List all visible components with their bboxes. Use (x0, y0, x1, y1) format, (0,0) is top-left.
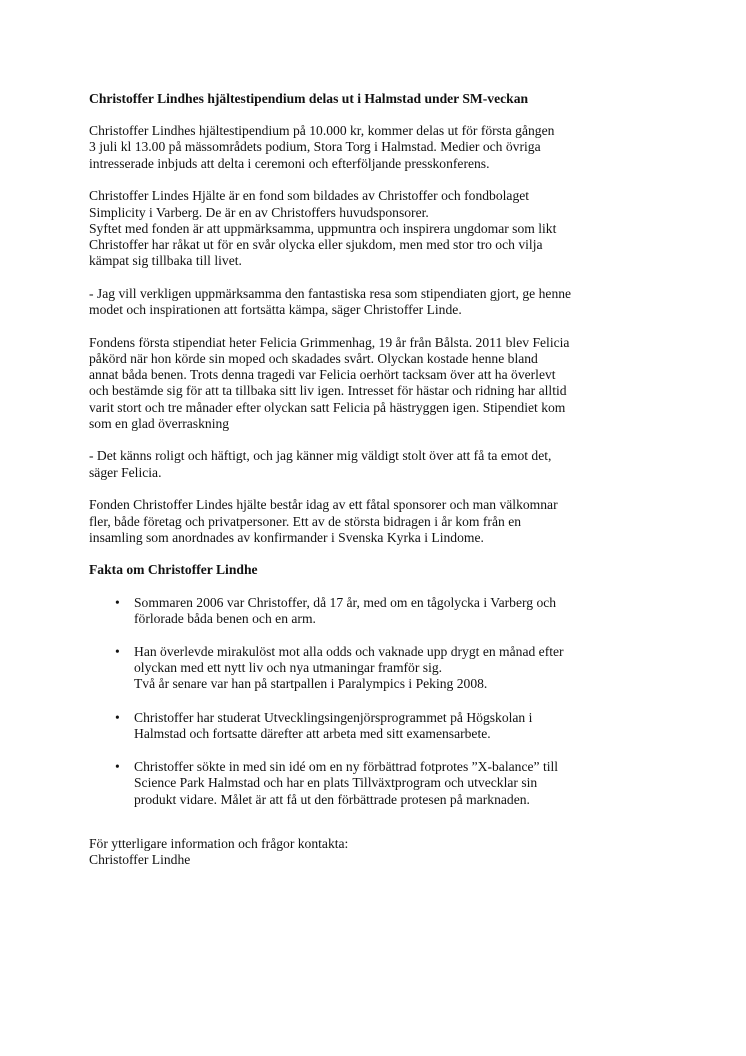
text-line: förlorade båda benen och en arm. (134, 610, 316, 626)
text-line: Syftet med fonden är att uppmärksamma, uppmuntra och inspirera ungdomar som likt (89, 220, 557, 236)
text-line: Christoffer Lindes Hjälte är en fond som bildades av Christoffer och fondbolaget (89, 188, 530, 204)
document-title: Christoffer Lindhes hjältestipendium delas ut i Halmstad under SM-veckan (89, 91, 529, 106)
text-line: fler, både företag och privatpersoner. Ett av de största bidragen i år kom från en (89, 513, 522, 529)
quote-christoffer-paragraph (89, 286, 669, 318)
text-line: - Det känns roligt och häftigt, och jag känner mig väldigt stolt över att få ta emot det, (89, 448, 552, 464)
list-item (89, 710, 669, 742)
contact-text: För ytterligare information och frågor kontakta: (89, 835, 349, 851)
bullet-icon: • (115, 644, 120, 660)
text-line: Fondens första stipendiat heter Felicia Grimmenhag, 19 år från Bålsta. 2011 blev Felicia (89, 334, 570, 350)
list-item (89, 644, 669, 693)
text-line: varit stort och tre månader efter olyckan satt Felicia på hästryggen igen. Stipendiet kom (89, 399, 566, 415)
text-line: - Jag vill verkligen uppmärksamma den fantastiska resa som stipendiaten gjort, ge henne (89, 285, 572, 301)
stipendiat-paragraph (89, 335, 669, 432)
list-item (89, 759, 669, 808)
text-line: och bestämde sig för att ta tillbaka sitt liv igen. Intresset för hästar och ridning har alltid (89, 383, 567, 399)
text-line: 3 juli kl 13.00 på mässområdets podium, Stora Torg i Halmstad. Medier och övriga (89, 139, 541, 155)
text-line: olyckan med ett nytt liv och nya utmaningar framför sig. (134, 660, 443, 676)
text-line: modet och inspirationen att fortsätta kämpa, säger Christoffer Linde. (89, 302, 462, 318)
text-line: insamling som anordnades av konfirmander i Svenska Kyrka i Lindome. (89, 529, 484, 545)
text-line: Sommaren 2006 var Christoffer, då 17 år, med om en tågolycka i Varberg och (134, 594, 557, 610)
text-line: Fonden Christoffer Lindes hjälte består idag av ett fåtal sponsorer och man välkomnar (89, 497, 558, 513)
bullet-icon: • (115, 709, 120, 725)
fund-paragraph (89, 188, 669, 269)
text-line: Science Park Halmstad och har en plats Tillväxtprogram och utvecklar sin (134, 775, 538, 791)
contact-block (89, 836, 669, 868)
facts-heading: Fakta om Christoffer Lindhe (89, 562, 258, 578)
intro-paragraph (89, 123, 669, 172)
text-line: annat båda benen. Trots denna tragedi var Felicia oerhört tacksam över att ha överlevt (89, 367, 556, 383)
text-line: Christoffer har studerat Utvecklingsingenjörsprogrammet på Högskolan i (134, 709, 533, 725)
text-line: Två år senare var han på startpallen i Paralympics i Peking 2008. (134, 676, 488, 692)
text-line: Han överlevde mirakulöst mot alla odds och vaknade upp drygt en månad efter (134, 644, 564, 660)
text-line: intresserade inbjuds att delta i ceremoni och efterföljande presskonferens. (89, 155, 490, 171)
text-line: Christoffer Lindhes hjältestipendium på 10.000 kr, kommer delas ut för första gången (89, 123, 555, 139)
text-line: säger Felicia. (89, 464, 162, 480)
facts-list (89, 595, 669, 808)
contact-name: Christoffer Lindhe (89, 851, 191, 867)
text-line: som en glad överraskning (89, 415, 230, 431)
quote-felicia-paragraph (89, 448, 669, 480)
body-paragraphs (89, 123, 669, 546)
bullet-icon: • (115, 594, 120, 610)
text-line: påkörd när hon körde sin moped och skadades svårt. Olyckan kostade henne bland (89, 350, 538, 366)
text-line: kämpat sig tillbaka till livet. (89, 253, 242, 269)
text-line: Christoffer har råkat ut för en svår olycka eller sjukdom, men med stor tro och vilja (89, 236, 543, 252)
text-line: produkt vidare. Målet är att få ut den förbättrade protesen på marknaden. (134, 791, 530, 807)
text-line: Halmstad och fortsatte därefter att arbeta med sitt examensarbete. (134, 725, 491, 741)
sponsors-paragraph (89, 497, 669, 546)
bullet-icon: • (115, 759, 120, 775)
document-page (89, 91, 669, 868)
text-line: Simplicity i Varberg. De är en av Christoffers huvudsponsorer. (89, 204, 429, 220)
list-item (89, 595, 669, 627)
text-line: Christoffer sökte in med sin idé om en ny förbättrad fotprotes ”X-balance” till (134, 759, 559, 775)
